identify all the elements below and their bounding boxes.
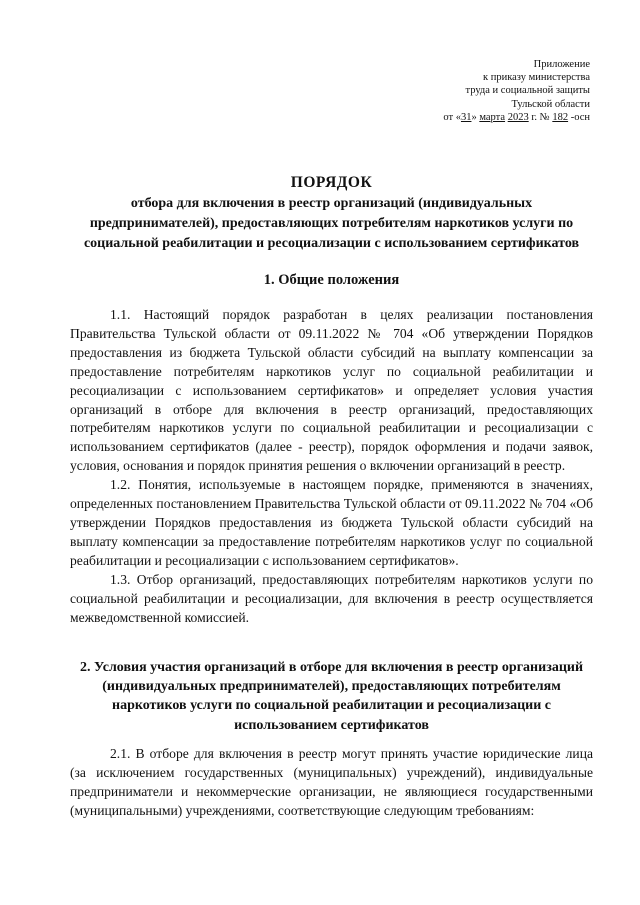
date-mid: »: [471, 111, 480, 123]
paragraph-2-1: 2.1. В отборе для включения в реестр могут принять участие юридические лица (за исключением государственных (муниципальных) учреждений), индивидуальные предприниматели и некоммерческие организации, не являющиеся государственными (муниципальными) учреждениями, соответствующие следующим требованиям:: [70, 746, 593, 818]
section-1-heading: 1. Общие положения: [263, 272, 400, 288]
date-prefix: от «: [443, 111, 461, 123]
order-number: 182: [552, 111, 569, 123]
paragraph-1-3: 1.3. Отбор организаций, предоставляющих потребителям наркотиков услуги по социальной реабилитации и ресоциализации, для включения в реестр осуществляется межведомственной комиссией.: [70, 571, 593, 625]
annex-line: Тульской области: [511, 98, 590, 110]
section-2-body: [70, 745, 593, 821]
number-suffix: -осн: [568, 111, 590, 123]
title-main: ПОРЯДОК: [290, 174, 373, 191]
paragraph-1-2: 1.2. Понятия, используемые в настоящем порядке, применяются в значениях, определенных постановлением Правительства Тульской области от 09.11.2022 № 704 «Об утверждении Порядков предоставления из бюджета Тульской области субсидий на выплату компенсации за предоставление потребителям наркотиков услуг по социальной реабилитации и ресоциализации с использованием сертификатов».: [70, 477, 593, 568]
annex-line: труда и социальной защиты: [465, 85, 590, 97]
document-title: [70, 173, 593, 254]
order-month: марта: [479, 111, 506, 123]
annex-block: [443, 58, 590, 124]
paragraph-1-1: 1.1. Настоящий порядок разработан в целях реализации постановления Правительства Тульской области от 09.11.2022 № 704 «Об утверждении Порядков предоставления из бюджета Тульской области субсидий на выплату компенсации за предоставление потребителям наркотиков услуг по социальной реабилитации и ресоциализации с использованием сертификатов» и определяет условия участия организаций в отборе для включения в реестр организаций, предоставляющих потребителям наркотиков услуги по социальной реабилитации и ресоциализации с использованием сертификатов (далее - реестр), порядок оформления и подачи заявок, условия, основания и порядок принятия решения о включении организаций в реестр.: [70, 307, 593, 474]
annex-line: к приказу министерства: [482, 72, 590, 84]
annex-date-line: [443, 111, 590, 124]
title-subtitle: отбора для включения в реестр организаций (индивидуальных предпринимателей), предоставляющих потребителям наркотиков услуги по социальной реабилитации и ресоциализации с использованием сертификатов: [83, 196, 580, 251]
order-year: 2023: [507, 111, 529, 123]
section-2-heading: 2. Условия участия организаций в отборе для включения в реестр организаций (индивидуальных предпринимателей), предоставляющих потребителям наркотиков услуги по социальной реабилитации и ресоциализации с использованием сертификатов: [79, 660, 584, 733]
annex-line: Приложение: [533, 59, 590, 70]
section-1-body: [70, 306, 593, 627]
year-suffix: г. №: [528, 111, 553, 123]
order-day: 31: [460, 111, 472, 123]
